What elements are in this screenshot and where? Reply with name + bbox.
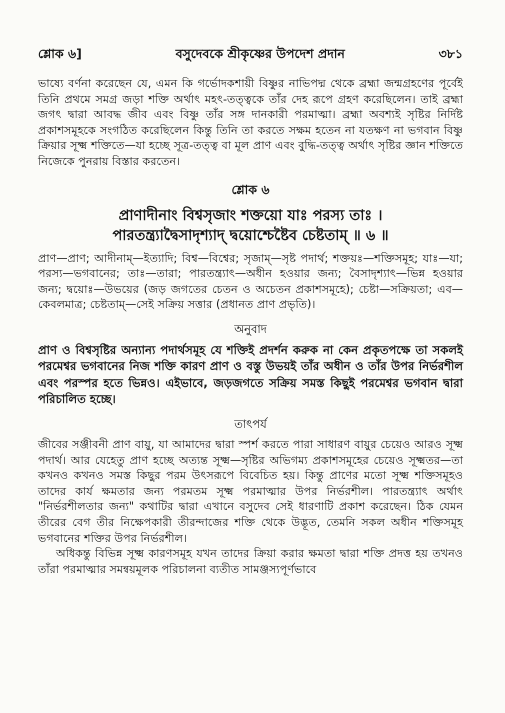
translation-heading: অনুবাদ [234, 321, 267, 336]
page-number: ৩৮১ [438, 46, 463, 61]
verse-line-1: প্রাণাদীনাং বিশ্বসৃজাং শক্তয়ো যাঃ পরস্য তাঃ । [118, 207, 383, 224]
translation-text: প্রাণ ও বিশ্বসৃষ্টির অন্যান্য পদার্থসমূহ যে শক্তিই প্রদর্শন করুক না কেন প্রকৃতপক্ষে তা সকলই পরমেশ্বর ভগবানের নিজ শক্তি কারণ প্রাণ ও বস্তু উভয়ই তাঁর অধীন ও তাঁর উপর নির্ভরশীল এবং পরস্পর হতে ভিন্নও। এইভাবে, জড়জগতে সক্রিয় সমস্ত কিছুই পরমেশ্বর ভগবান দ্বারা পরিচালিত হচ্ছে। [38, 342, 463, 407]
chapter-title: বসুদেবকে শ্রীকৃষ্ণের উপদেশ প্রদান [175, 46, 345, 61]
verse-line-2: পারতন্ত্র্যাদ্বৈসাদৃশ্যাদ্ দ্বয়োশ্চেষ্টৈব চেষ্টতাম্ ॥ ৬ ॥ [112, 227, 389, 244]
purport-paragraph-1: জীবের সঞ্জীবনী প্রাণ বায়ু, যা আমাদের দ্বারা স্পর্শ করতে পারা সাধারণ বায়ুর চেয়েও আরও সূক্ষ্ম পদার্থ। আর যেহেতু প্রাণ হচ্ছে অত্যন্ত সূক্ষ্ম—সৃষ্টির অভিগম্য প্রকাশসমূহের চেয়েও সূক্ষ্মতর—তা কখনও কখনও সমস্ত কিছুর পরম উৎসরূপে বিবেচিত হয়। কিন্তু প্রাণের মতো সূক্ষ্ম শক্তিসমূহও তাদের কার্য ক্ষমতার জন্য পরমতম সূক্ষ্ম পরমাত্মার উপর নির্ভরশীল। পারতন্ত্র্যাৎ অর্থাৎ "নির্ভরশীলতার জন্য" কথাটির দ্বারা এখানে বসুদেব সেই ধারণাটি প্রকাশ করেছেন। ঠিক যেমন তীরের বেগ তীর নিক্ষেপকারী তীরন্দাজের শক্তি থেকে উদ্ভূত, তেমনি সকল অধীন শক্তিসমূহ ভগবানের শক্তির উপর নির্ভরশীল। [38, 437, 463, 545]
synonyms: প্রাণ—প্রাণ; আদীনাম্—ইত্যাদি; বিশ্ব—বিশ্বের; সৃজাম্—সৃষ্ট পদার্থ; শক্তয়ঃ—শক্তিসমূহ; যাঃ—যা; পরস্য—ভগবানের; তাঃ—তারা; পারতন্ত্র্যাৎ—অধীন হওয়ার জন্য; বৈসাদৃশ্যাৎ—ভিন্ন হওয়ার জন্য; দ্বয়োঃ—উভয়ের (জড় জগতের চেতন ও অচেতন প্রকাশসমূহে); চেষ্টা—সক্রিয়তা; এব—কেবলমাত্র; চেষ্টতাম্—সেই সক্রিয় সত্তার (প্রধানত প্রাণ প্রভৃতি)। [38, 251, 463, 312]
purport-paragraph-2: অধিকন্তু বিভিন্ন সূক্ষ্ম কারণসমূহ যখন তাদের ক্রিয়া করার ক্ষমতা দ্বারা শক্তি প্রদত্ত হয় তখনও তাঁরা পরমাত্মার সমন্বয়মূলক পরিচালনা ব্যতীত সামঞ্জস্যপূর্ণভাবে [38, 547, 463, 576]
intro-paragraph: ভাষ্যে বর্ণনা করেছেন যে, এমন কি গর্ভোদকশায়ী বিষ্ণুর নাভিপদ্ম থেকে ব্রহ্মা জন্মগ্রহণের পূর্বেই তিনি প্রথমে সমগ্র জড়া শক্তি অর্থাৎ মহৎ-তত্ত্বকে তাঁর দেহ রূপে গ্রহণ করেছিলেন। তাই ব্রহ্মা জগৎ দ্বারা আবদ্ধ জীব এবং বিষ্ণু তাঁর সঙ্গ দানকারী পরমাত্মা। ব্রহ্মা অবশ্যই সৃষ্টির নির্দিষ্ট প্রকাশসমূহকে সংগঠিত করেছিলেন কিন্তু তিনি তা করতে সক্ষম হতেন না যতক্ষণ না ভগবান বিষ্ণু ক্রিয়ার সূক্ষ্ম শক্তিতে—যা হচ্ছে সূত্র-তত্ত্ব বা মূল প্রাণ এবং বুদ্ধি-তত্ত্ব অর্থাৎ সৃষ্টির জ্ঞান শক্তিতে নিজেকে পুনরায় বিস্তার করতেন। [38, 77, 463, 168]
verse-title: শ্লোক ৬ [231, 181, 270, 197]
purport-heading: তাৎপর্য [234, 416, 267, 431]
verse-reference: শ্লোক ৬] [38, 46, 82, 61]
page-header [38, 46, 463, 66]
